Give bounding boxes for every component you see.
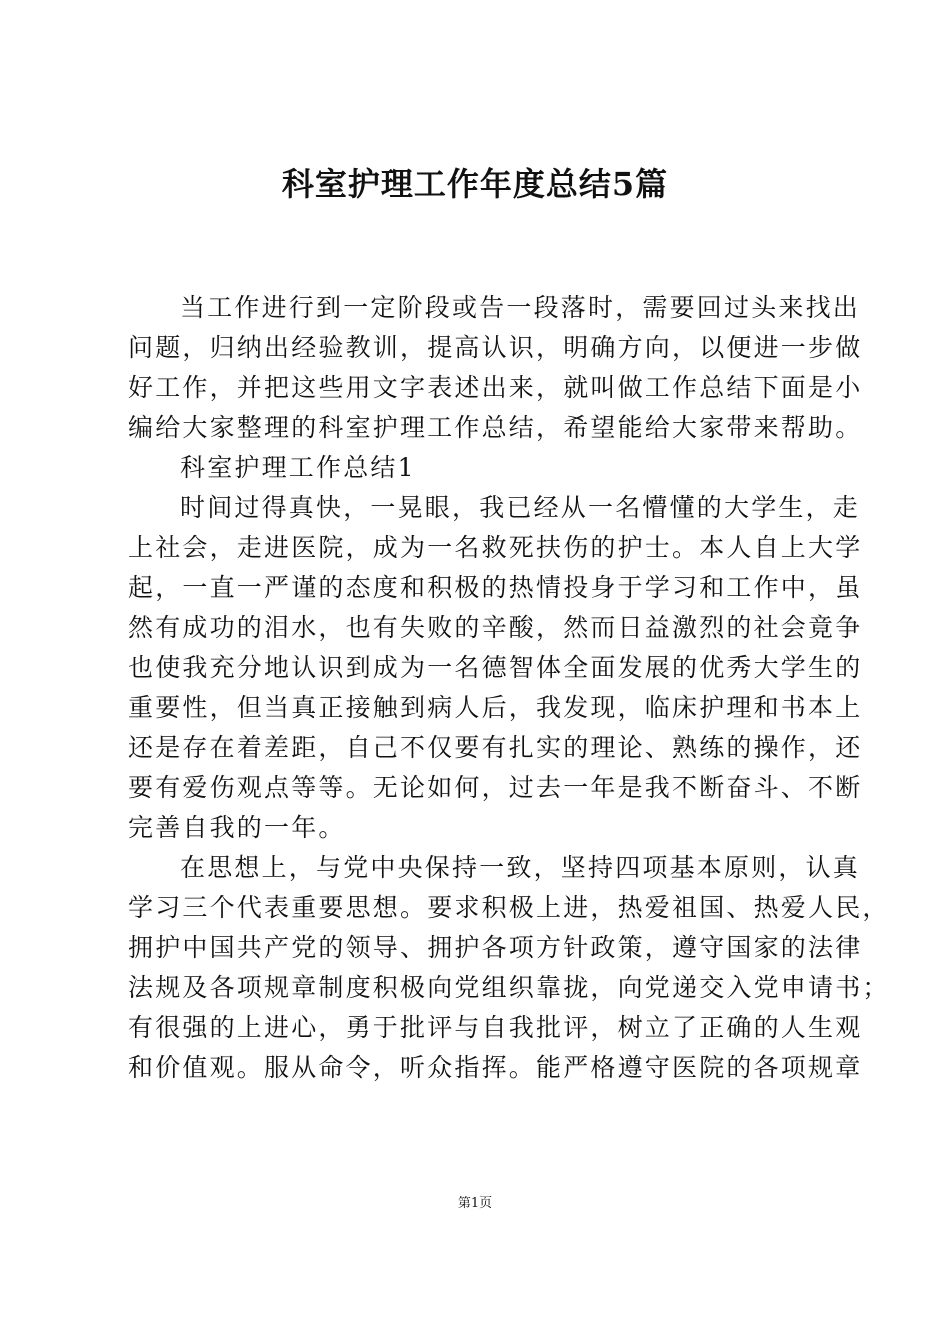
document-body [128, 288, 890, 1088]
paragraph-line: 也使我充分地认识到成为一名德智体全面发展的优秀大学生的 [128, 653, 863, 682]
page-number: 第1页 [457, 1196, 493, 1211]
paragraph-line: 完善自我的一年。 [128, 813, 346, 842]
paragraph-line: 还是存在着差距，自己不仅要有扎实的理论、熟练的操作，还 [128, 733, 863, 762]
paragraph-line: 和价值观。服从命令，听众指挥。能严格遵守医院的各项规章 [128, 1053, 863, 1082]
paragraph-line: 拥护中国共产党的领导、拥护各项方针政策，遵守国家的法律 [128, 933, 863, 962]
paragraph-line: 问题，归纳出经验教训，提高认识，明确方向，以便进一步做 [128, 333, 863, 362]
paragraph-line: 法规及各项规章制度积极向党组织靠拢，向党递交入党申请书； [128, 973, 890, 1002]
paragraph-line: 学习三个代表重要思想。要求积极上进，热爱祖国、热爱人民， [128, 893, 890, 922]
paragraph-line: 好工作，并把这些用文字表述出来，就叫做工作总结下面是小 [128, 373, 863, 402]
paragraph-line: 然有成功的泪水，也有失败的辛酸，然而日益激烈的社会竟争 [128, 613, 863, 642]
paragraph-line: 时间过得真快，一晃眼，我已经从一名懵懂的大学生，走 [180, 493, 861, 522]
paragraph-line: 当工作进行到一定阶段或告一段落时，需要回过头来找出 [180, 293, 861, 322]
paragraph-line: 要有爱伤观点等等。无论如何，过去一年是我不断奋斗、不断 [128, 773, 863, 802]
document-title: 科室护理工作年度总结5篇 [281, 165, 669, 203]
paragraph-line: 有很强的上进心，勇于批评与自我批评，树立了正确的人生观 [128, 1013, 863, 1042]
paragraph-line: 在思想上，与党中央保持一致，坚持四项基本原则，认真 [180, 853, 861, 882]
paragraph-line: 起，一直一严谨的态度和积极的热情投身于学习和工作中，虽 [128, 573, 863, 602]
paragraph-line: 上社会，走进医院，成为一名救死扶伤的护士。本人自上大学 [128, 533, 863, 562]
paragraph-line: 编给大家整理的科室护理工作总结，希望能给大家带来帮助。 [128, 413, 863, 442]
section-heading: 科室护理工作总结1 [180, 453, 416, 482]
paragraph-line: 重要性，但当真正接触到病人后，我发现，临床护理和书本上 [128, 693, 863, 722]
